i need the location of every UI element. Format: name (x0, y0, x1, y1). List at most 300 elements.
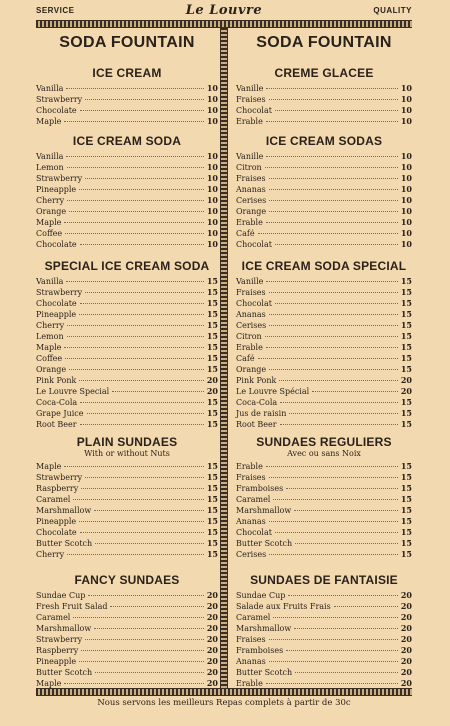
item-name: Root Beer (236, 420, 277, 429)
item-name: Chocolat (236, 299, 272, 308)
item-price: 10 (400, 94, 412, 104)
item-name: Root Beer (36, 420, 77, 429)
item-price: 10 (206, 116, 218, 126)
menu-item (236, 408, 412, 419)
menu-item (236, 527, 412, 538)
item-name: Erable (236, 117, 263, 126)
menu-item (36, 83, 218, 94)
dot-leader (280, 424, 398, 425)
menu-item (36, 590, 218, 601)
item-name: Cherry (36, 321, 65, 330)
item-price: 20 (400, 645, 412, 655)
item-price: 15 (400, 276, 412, 286)
dot-leader (80, 110, 204, 111)
item-name: Pink Ponk (236, 376, 277, 385)
item-price: 15 (400, 505, 412, 515)
left-column (36, 28, 218, 688)
menu-section (36, 435, 218, 560)
menu-item (36, 538, 218, 549)
dot-leader (273, 617, 397, 618)
item-price: 20 (206, 375, 218, 385)
menu-item (236, 656, 412, 667)
menu-item (236, 645, 412, 656)
item-price: 15 (206, 408, 218, 418)
menu-item (36, 184, 218, 195)
dot-leader (269, 325, 398, 326)
item-price: 15 (206, 483, 218, 493)
item-price: 20 (206, 601, 218, 611)
item-price: 15 (206, 538, 218, 548)
item-name: Cherry (36, 550, 65, 559)
item-list (36, 83, 218, 127)
dot-leader (64, 466, 203, 467)
item-name: Chocolate (36, 106, 77, 115)
item-price: 20 (206, 645, 218, 655)
dot-leader (275, 303, 398, 304)
item-name: Chocolate (36, 299, 77, 308)
item-name: Framboises (236, 646, 284, 655)
item-name: Erable (236, 679, 263, 688)
menu-item (236, 397, 412, 408)
dot-leader (269, 369, 398, 370)
item-price: 15 (400, 364, 412, 374)
dot-leader (80, 402, 204, 403)
item-name: Caramel (36, 613, 71, 622)
item-price: 15 (400, 342, 412, 352)
item-price: 10 (206, 151, 218, 161)
item-list (36, 276, 218, 430)
item-name: Caramel (236, 613, 271, 622)
item-price: 15 (206, 298, 218, 308)
dot-leader (67, 325, 204, 326)
menu-item (36, 386, 218, 397)
dot-leader (85, 178, 204, 179)
section-title: ICE CREAM SODA (72, 134, 182, 148)
dot-leader (269, 189, 398, 190)
item-price: 10 (400, 195, 412, 205)
dot-leader (79, 189, 204, 190)
item-name: Jus de raisin (236, 409, 287, 418)
menu-item (236, 151, 412, 162)
menu-item (236, 612, 412, 623)
item-name: Pineapple (36, 310, 77, 319)
item-name: Strawberry (36, 174, 83, 183)
item-name: Cerises (236, 550, 267, 559)
service-label: SERVICE (36, 6, 75, 15)
menu-item (236, 483, 412, 494)
item-name: Vanilla (36, 152, 64, 161)
item-price: 15 (400, 494, 412, 504)
item-name: Cerises (236, 196, 267, 205)
item-price: 10 (400, 228, 412, 238)
menu-section (36, 573, 218, 689)
item-name: Le Louvre Special (36, 387, 110, 396)
dot-leader (73, 499, 203, 500)
item-price: 20 (206, 590, 218, 600)
item-price: 15 (206, 331, 218, 341)
item-price: 10 (206, 83, 218, 93)
menu-item (236, 217, 412, 228)
section-title: ICE CREAM SODAS (265, 134, 383, 148)
item-name: Citron (236, 332, 262, 341)
menu-item (236, 538, 412, 549)
item-price: 10 (206, 217, 218, 227)
item-price: 20 (400, 590, 412, 600)
item-price: 10 (400, 116, 412, 126)
item-name: Ananas (236, 657, 266, 666)
item-name: Strawberry (36, 635, 83, 644)
item-name: Chocolat (236, 240, 272, 249)
item-price: 15 (206, 276, 218, 286)
menu-item (36, 309, 218, 320)
item-price: 15 (206, 516, 218, 526)
dot-leader (273, 499, 397, 500)
item-name: Pineapple (36, 517, 77, 526)
item-price: 10 (206, 105, 218, 115)
item-name: Chocolate (36, 240, 77, 249)
item-list (236, 276, 412, 430)
menu-item (236, 516, 412, 527)
menu-item (36, 364, 218, 375)
menu-item (36, 287, 218, 298)
item-name: Le Louvre Spécial (236, 387, 310, 396)
item-price: 10 (206, 206, 218, 216)
item-list (36, 151, 218, 250)
dot-leader (266, 222, 398, 223)
menu-item (236, 162, 412, 173)
dot-leader (266, 281, 397, 282)
item-name: Pink Ponk (36, 376, 77, 385)
menu-item (36, 623, 218, 634)
dot-leader (85, 639, 204, 640)
section-title: ICE CREAM SODA SPECIAL (241, 259, 407, 273)
dot-leader (275, 532, 398, 533)
dot-leader (269, 477, 398, 478)
item-price: 20 (400, 656, 412, 666)
item-price: 10 (400, 239, 412, 249)
item-price: 15 (206, 364, 218, 374)
dot-leader (269, 99, 398, 100)
item-name: Ananas (236, 185, 266, 194)
item-price: 10 (206, 94, 218, 104)
menu-item (236, 667, 412, 678)
menu-item (36, 601, 218, 612)
dot-leader (334, 606, 398, 607)
dot-leader (73, 617, 203, 618)
item-price: 20 (206, 386, 218, 396)
dot-leader (85, 477, 204, 478)
item-name: Chocolat (236, 528, 272, 537)
item-name: Coffee (36, 229, 63, 238)
menu-item (36, 276, 218, 287)
dot-leader (79, 661, 204, 662)
item-name: Ananas (236, 310, 266, 319)
item-price: 20 (206, 667, 218, 677)
item-name: Maple (36, 117, 62, 126)
item-price: 20 (400, 623, 412, 633)
item-name: Marshmallow (236, 624, 292, 633)
menu-item (36, 173, 218, 184)
dot-leader (80, 303, 204, 304)
item-name: Grape Juice (36, 409, 84, 418)
menu-item (236, 494, 412, 505)
item-name: Strawberry (36, 95, 83, 104)
item-price: 15 (206, 549, 218, 559)
menu-item (236, 601, 412, 612)
dot-leader (66, 156, 203, 157)
item-name: Ananas (236, 517, 266, 526)
item-price: 15 (400, 408, 412, 418)
item-price: 10 (400, 217, 412, 227)
quality-label: QUALITY (373, 6, 412, 15)
section-title: SUNDAES DE FANTAISIE (250, 573, 398, 587)
dot-leader (64, 222, 203, 223)
item-name: Vanille (236, 152, 264, 161)
menu-item (36, 516, 218, 527)
section-subtitle: Avec ou sans Noix (287, 449, 361, 458)
right-column (236, 28, 412, 688)
dot-leader (79, 521, 204, 522)
menu-item (236, 94, 412, 105)
menu-item (36, 239, 218, 250)
section-title: ICE CREAM (92, 66, 162, 80)
item-name: Vanille (236, 277, 264, 286)
item-name: Lemon (36, 332, 64, 341)
column-divider (220, 28, 228, 694)
menu-item (236, 173, 412, 184)
item-name: Marshmallow (36, 624, 92, 633)
menu-item (36, 116, 218, 127)
section-title: CREME GLACEE (274, 66, 374, 80)
item-name: Sundae Cup (36, 591, 86, 600)
item-price: 15 (206, 397, 218, 407)
item-price: 10 (400, 173, 412, 183)
menu-item (236, 184, 412, 195)
menu-item (236, 375, 412, 386)
menu-item (236, 83, 412, 94)
item-name: Maple (36, 343, 62, 352)
item-name: Strawberry (36, 288, 83, 297)
menu-item (236, 309, 412, 320)
item-price: 15 (206, 287, 218, 297)
dot-leader (269, 292, 398, 293)
item-name: Raspberry (36, 646, 79, 655)
item-name: Salade aux Fruits Frais (236, 602, 331, 611)
menu-section (36, 66, 218, 127)
item-name: Maple (36, 462, 62, 471)
menu-section (236, 134, 412, 250)
dot-leader (266, 347, 398, 348)
item-price: 15 (206, 353, 218, 363)
item-name: Orange (36, 365, 67, 374)
section-subtitle: With or without Nuts (84, 449, 170, 458)
item-name: Erable (236, 218, 263, 227)
item-name: Erable (236, 462, 263, 471)
menu-item (36, 527, 218, 538)
menu-item (36, 408, 218, 419)
header-bar (36, 2, 412, 19)
item-price: 15 (206, 309, 218, 319)
dot-leader (279, 380, 398, 381)
item-price: 10 (206, 184, 218, 194)
dot-leader (69, 211, 204, 212)
item-price: 10 (206, 239, 218, 249)
menu-item (36, 342, 218, 353)
dot-leader (286, 488, 398, 489)
item-name: Lemon (36, 163, 64, 172)
item-name: Pineapple (36, 657, 77, 666)
item-price: 10 (206, 173, 218, 183)
item-price: 15 (400, 287, 412, 297)
item-price: 15 (400, 483, 412, 493)
menu-item (36, 206, 218, 217)
item-price: 15 (400, 353, 412, 363)
footer-note: Nous servons les meilleurs Repas complets à partir de 30c (97, 698, 351, 708)
item-name: Marshmallow (36, 506, 92, 515)
item-name: Butter Scotch (236, 668, 293, 677)
menu-item (36, 105, 218, 116)
item-name: Coca-Cola (236, 398, 278, 407)
item-name: Vanille (236, 84, 264, 93)
item-name: Sundae Cup (236, 591, 286, 600)
item-list (36, 590, 218, 689)
item-price: 20 (206, 612, 218, 622)
item-price: 15 (206, 342, 218, 352)
dot-leader (64, 683, 203, 684)
item-list (36, 461, 218, 560)
menu-item (36, 162, 218, 173)
dot-leader (269, 661, 398, 662)
item-price: 20 (206, 634, 218, 644)
menu-item (236, 549, 412, 560)
dot-leader (94, 628, 204, 629)
item-list (236, 590, 412, 689)
menu-item (236, 505, 412, 516)
item-name: Cherry (36, 196, 65, 205)
item-price: 15 (206, 505, 218, 515)
dot-leader (88, 595, 204, 596)
dot-leader (266, 466, 398, 467)
item-name: Orange (36, 207, 67, 216)
menu-item (36, 645, 218, 656)
item-price: 15 (400, 419, 412, 429)
dot-leader (275, 110, 398, 111)
dot-leader (81, 650, 204, 651)
section-title: FANCY SUNDAES (74, 573, 180, 587)
dot-leader (94, 510, 204, 511)
item-price: 15 (400, 397, 412, 407)
dot-leader (258, 233, 398, 234)
dot-leader (65, 358, 204, 359)
menu-item (36, 483, 218, 494)
menu-item (236, 623, 412, 634)
item-name: Citron (236, 163, 262, 172)
menu-item (236, 634, 412, 645)
menu-item (36, 320, 218, 331)
item-name: Fresh Fruit Salad (36, 602, 108, 611)
menu-item (36, 397, 218, 408)
section-title: SUNDAES REGULIERS (256, 435, 392, 449)
menu-item (36, 419, 218, 430)
dot-leader (80, 244, 204, 245)
top-border (36, 20, 412, 28)
dot-leader (289, 413, 397, 414)
dot-leader (79, 314, 204, 315)
menu-item (236, 342, 412, 353)
dot-leader (67, 336, 204, 337)
item-price: 20 (400, 375, 412, 385)
dot-leader (67, 167, 204, 168)
item-name: Maple (36, 679, 62, 688)
item-name: Pineapple (36, 185, 77, 194)
item-price: 10 (400, 162, 412, 172)
menu-item (36, 151, 218, 162)
menu-item (36, 195, 218, 206)
dot-leader (269, 178, 398, 179)
item-price: 15 (400, 331, 412, 341)
item-name: Vanilla (36, 84, 64, 93)
dot-leader (112, 391, 204, 392)
menu-section (236, 573, 412, 689)
item-name: Marshmallow (236, 506, 292, 515)
item-list (236, 461, 412, 560)
dot-leader (64, 121, 203, 122)
item-name: Fraises (236, 174, 266, 183)
item-name: Butter Scotch (236, 539, 293, 548)
menu-item (36, 375, 218, 386)
dot-leader (66, 88, 203, 89)
dot-leader (110, 606, 203, 607)
item-price: 10 (400, 206, 412, 216)
dot-leader (295, 672, 398, 673)
item-price: 10 (400, 105, 412, 115)
item-price: 15 (400, 320, 412, 330)
dot-leader (81, 488, 204, 489)
menu-item (36, 549, 218, 560)
menu-item (36, 667, 218, 678)
menu-item (36, 505, 218, 516)
dot-leader (80, 532, 204, 533)
item-price: 20 (206, 656, 218, 666)
item-name: Orange (236, 207, 267, 216)
item-price: 10 (400, 83, 412, 93)
item-name: Caramel (36, 495, 71, 504)
item-name: Orange (236, 365, 267, 374)
item-name: Fraises (236, 288, 266, 297)
item-name: Butter Scotch (36, 539, 93, 548)
dot-leader (295, 543, 398, 544)
dot-leader (266, 121, 398, 122)
dot-leader (85, 292, 204, 293)
menu-item (236, 331, 412, 342)
menu-item (236, 206, 412, 217)
section-title: SPECIAL ICE CREAM SODA (44, 259, 210, 273)
menu-item (36, 353, 218, 364)
menu-section (36, 134, 218, 250)
item-name: Fraises (236, 473, 266, 482)
menu-item (236, 590, 412, 601)
item-price: 15 (400, 538, 412, 548)
menu-item (36, 634, 218, 645)
menu-item (36, 612, 218, 623)
bottom-border (36, 688, 412, 696)
dot-leader (95, 543, 204, 544)
menu-section (36, 259, 218, 430)
item-name: Erable (236, 343, 263, 352)
item-name: Caramel (236, 495, 271, 504)
menu-item (236, 195, 412, 206)
dot-leader (266, 683, 398, 684)
